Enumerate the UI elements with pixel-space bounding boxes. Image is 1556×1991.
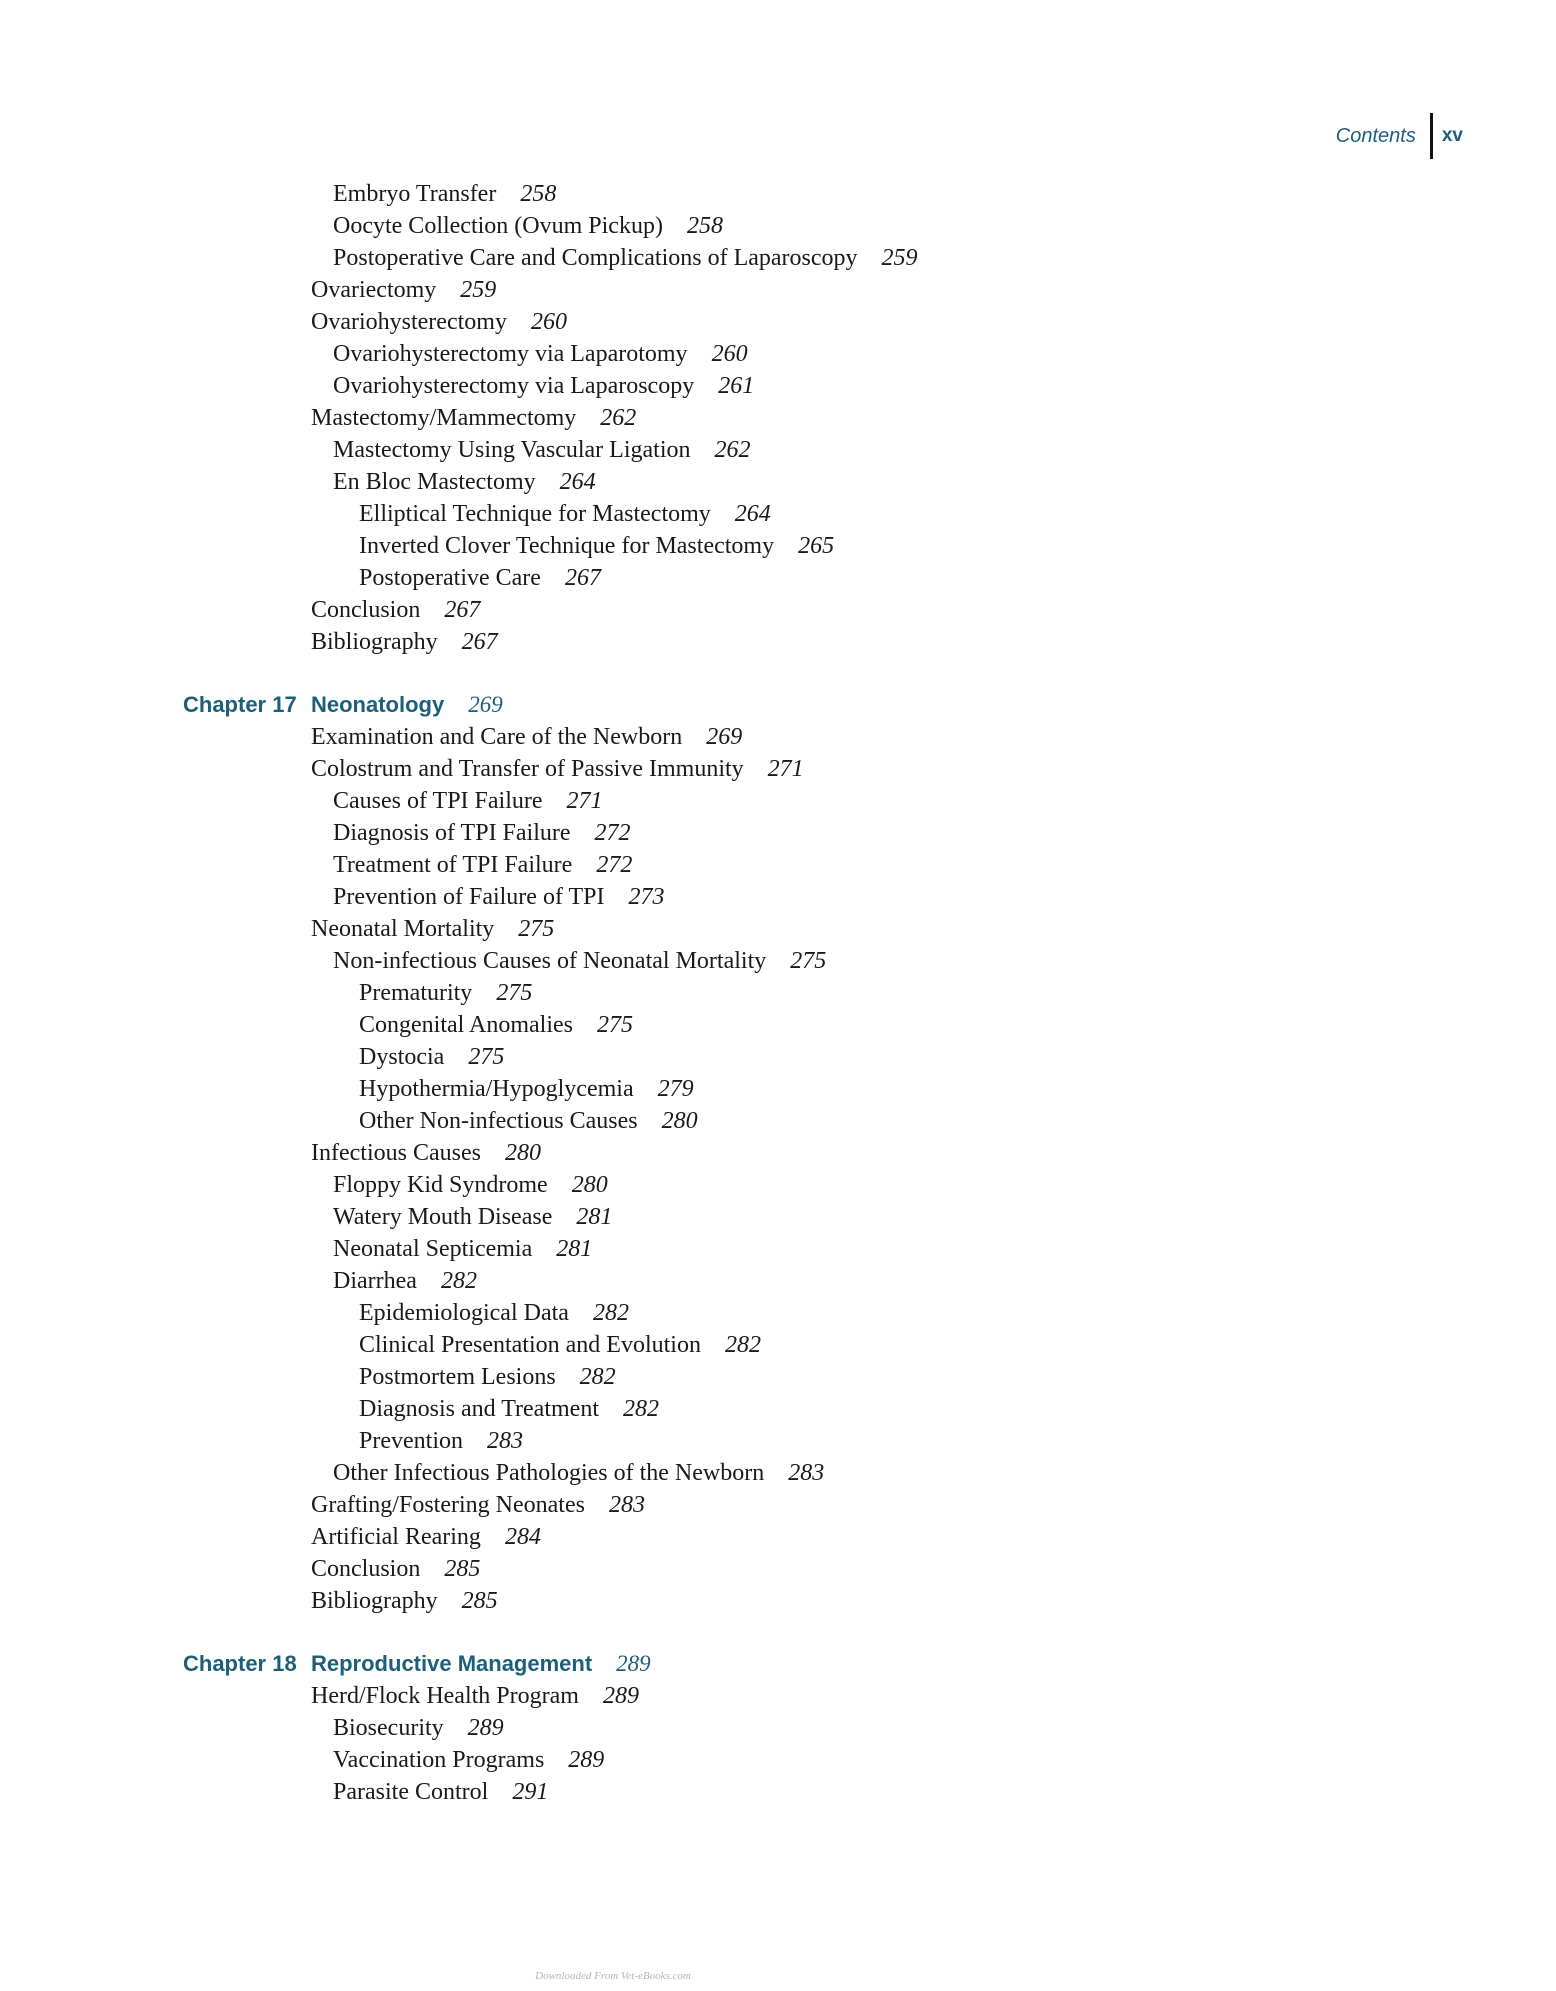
toc-entry[interactable] (0, 1425, 1556, 1457)
toc-entry-page-number: 282 (579, 1364, 616, 1390)
chapter-title-text: Reproductive Management (311, 1651, 593, 1676)
toc-entry[interactable] (0, 1201, 1556, 1233)
toc-entry-title: Ovariohysterectomy via Laparoscopy (333, 373, 695, 399)
toc-entry-title: Elliptical Technique for Mastectomy (359, 501, 711, 527)
toc-entry-title: Bibliography (311, 629, 438, 655)
toc-entry[interactable] (0, 913, 1556, 945)
toc-entry[interactable] (0, 1041, 1556, 1073)
toc-entry-title: Inverted Clover Technique for Mastectomy (359, 533, 775, 559)
toc-entry[interactable] (0, 1361, 1556, 1393)
toc-entry[interactable] (0, 1521, 1556, 1553)
chapter-18-entries (0, 1680, 1556, 1808)
toc-entry-page-number: 291 (512, 1779, 549, 1805)
toc-entry-title: Diarrhea (333, 1268, 417, 1294)
toc-entry[interactable] (0, 721, 1556, 753)
chapter-17-heading[interactable] (0, 689, 1556, 721)
toc-entry[interactable] (0, 1712, 1556, 1744)
running-head-page-number: xv (1441, 125, 1463, 146)
toc-entry-title: Prevention of Failure of TPI (333, 884, 605, 910)
toc-entry-page-number: 289 (467, 1715, 504, 1741)
toc-entry-title: Causes of TPI Failure (333, 788, 543, 814)
toc-entry-page-number: 271 (767, 756, 804, 782)
toc-entry-title: Neonatal Septicemia (333, 1236, 533, 1262)
toc-entry[interactable] (0, 562, 1556, 594)
toc-entry-title: Ovariohysterectomy via Laparotomy (333, 341, 688, 367)
toc-entry[interactable] (0, 1073, 1556, 1105)
toc-entry-title: Mastectomy Using Vascular Ligation (333, 437, 691, 463)
toc-entry-title: Bibliography (311, 1588, 438, 1614)
toc-entry-page-number: 283 (608, 1492, 645, 1518)
toc-entry[interactable] (0, 945, 1556, 977)
toc-entry-page-number: 260 (530, 309, 567, 335)
toc-entry-page-number: 275 (790, 948, 827, 974)
toc-entry[interactable] (0, 594, 1556, 626)
toc-entry-title: Colostrum and Transfer of Passive Immunity (311, 756, 744, 782)
chapter-page-number: 269 (468, 692, 503, 717)
toc-entry[interactable] (0, 881, 1556, 913)
toc-entry[interactable] (0, 753, 1556, 785)
toc-entry[interactable] (0, 977, 1556, 1009)
toc-entry-title: Epidemiological Data (359, 1300, 569, 1326)
toc-entry[interactable] (0, 1009, 1556, 1041)
toc-entry[interactable] (0, 817, 1556, 849)
toc-entry-title: Examination and Care of the Newborn (311, 724, 683, 750)
toc-entry-title: Ovariohysterectomy (311, 309, 507, 335)
toc-entry-title: Grafting/Fostering Neonates (311, 1492, 585, 1518)
toc-entry[interactable] (0, 1680, 1556, 1712)
toc-entry-title: Parasite Control (333, 1779, 489, 1805)
toc-entry-page-number: 282 (623, 1396, 659, 1422)
toc-entry-page-number: 280 (571, 1172, 608, 1198)
toc-entry-page-number: 267 (444, 597, 481, 623)
toc-entry-title: Prematurity (359, 980, 473, 1006)
running-head-section: Contents (1335, 124, 1416, 147)
toc-entry-page-number: 267 (461, 629, 498, 655)
toc-entry-title: Infectious Causes (311, 1140, 481, 1166)
toc-entry-page-number: 258 (520, 181, 557, 207)
chapter-18-heading[interactable] (0, 1648, 1556, 1680)
toc-entry[interactable] (0, 849, 1556, 881)
toc-entry[interactable] (0, 306, 1556, 338)
toc-entry-page-number: 275 (496, 980, 533, 1006)
toc-entry-title: Artificial Rearing (311, 1524, 481, 1550)
toc-entry[interactable] (0, 626, 1556, 658)
toc-entry-title: Floppy Kid Syndrome (333, 1172, 548, 1198)
toc-entry[interactable] (0, 178, 1556, 210)
toc-entry-title: En Bloc Mastectomy (333, 469, 536, 495)
chapter-17-entries (0, 721, 1556, 1617)
toc-entry-title: Neonatal Mortality (311, 916, 495, 942)
toc-entry[interactable] (0, 498, 1556, 530)
toc-entry-title: Non-infectious Causes of Neonatal Mortality (333, 948, 767, 974)
toc-entry-title: Vaccination Programs (333, 1747, 545, 1773)
toc-entry[interactable] (0, 1553, 1556, 1585)
toc-entry-title: Watery Mouth Disease (333, 1204, 553, 1230)
toc-entry-page-number: 280 (661, 1108, 698, 1134)
toc-entry-title: Conclusion (311, 597, 421, 623)
toc-entry-page-number: 289 (568, 1747, 605, 1773)
toc-entry[interactable] (0, 1457, 1556, 1489)
toc-entry-page-number: 272 (594, 820, 631, 846)
toc-entry-title: Postmortem Lesions (359, 1364, 556, 1390)
toc-entry[interactable] (0, 338, 1556, 370)
toc-entry[interactable] (0, 530, 1556, 562)
toc-entry-page-number: 264 (734, 501, 771, 527)
toc-entry-page-number: 262 (600, 405, 637, 431)
toc-entry-page-number: 281 (556, 1236, 593, 1262)
toc-entry[interactable] (0, 1585, 1556, 1617)
toc-entry-page-number: 285 (444, 1556, 481, 1582)
toc-entry-page-number: 275 (518, 916, 555, 942)
toc-entry-page-number: 289 (602, 1683, 639, 1709)
toc-entry[interactable] (0, 466, 1556, 498)
toc-entry-title: Embryo Transfer (333, 181, 497, 207)
toc-entry-page-number: 265 (798, 533, 835, 559)
toc-entry-title: Dystocia (359, 1044, 445, 1070)
toc-entry-title: Diagnosis of TPI Failure (333, 820, 571, 846)
toc-entry-title: Mastectomy/Mammectomy (311, 405, 577, 431)
toc-entry-title: Postoperative Care and Complications of Laparoscopy (333, 245, 858, 271)
chapter-number: Chapter 18 (183, 1651, 297, 1676)
toc-entry-page-number: 259 (881, 245, 918, 271)
toc-entry-title: Other Infectious Pathologies of the Newborn (333, 1460, 765, 1486)
toc-entry-page-number: 275 (468, 1044, 505, 1070)
toc-entry-title: Congenital Anomalies (359, 1012, 573, 1038)
toc-entry-title: Biosecurity (333, 1715, 444, 1741)
toc-entry-title: Treatment of TPI Failure (333, 852, 573, 878)
toc-entry[interactable] (0, 210, 1556, 242)
toc-entry-title: Ovariectomy (311, 277, 437, 303)
toc-entry[interactable] (0, 1233, 1556, 1265)
footer-watermark: Downloaded From Vet-eBooks.com (535, 1970, 691, 1982)
toc-entry-title: Conclusion (311, 1556, 421, 1582)
toc-entry[interactable] (0, 434, 1556, 466)
toc-entry-page-number: 259 (460, 277, 497, 303)
toc-entry-title: Oocyte Collection (Ovum Pickup) (333, 213, 663, 239)
toc-entry-page-number: 282 (592, 1300, 629, 1326)
chapter-number: Chapter 17 (183, 692, 297, 717)
toc-entry-page-number: 267 (564, 565, 601, 591)
toc-entry-page-number: 285 (461, 1588, 498, 1614)
toc-entry-page-number: 280 (504, 1140, 541, 1166)
toc-entry-title: Prevention (359, 1428, 463, 1454)
toc-entry[interactable] (0, 1329, 1556, 1361)
toc-entry-page-number: 261 (718, 373, 755, 399)
toc-entry[interactable] (0, 1744, 1556, 1776)
toc-entry[interactable] (0, 1105, 1556, 1137)
toc-entry[interactable] (0, 242, 1556, 274)
toc-entry-title: Other Non-infectious Causes (359, 1108, 638, 1134)
toc-entry-page-number: 282 (440, 1268, 477, 1294)
toc-entry[interactable] (0, 370, 1556, 402)
continued-entries (0, 178, 1556, 658)
toc-entry-page-number: 273 (628, 884, 665, 910)
chapter-page-number: 289 (616, 1651, 651, 1676)
table-of-contents (0, 178, 1556, 1808)
toc-entry[interactable] (0, 402, 1556, 434)
toc-entry-title: Hypothermia/Hypoglycemia (359, 1076, 634, 1102)
chapter-title-text: Neonatology (311, 692, 445, 717)
toc-entry[interactable] (0, 1169, 1556, 1201)
toc-entry-page-number: 258 (686, 213, 723, 239)
toc-entry-page-number: 283 (788, 1460, 825, 1486)
toc-entry[interactable] (0, 274, 1556, 306)
toc-entry-page-number: 275 (596, 1012, 633, 1038)
toc-entry-page-number: 281 (576, 1204, 613, 1230)
toc-entry-title: Herd/Flock Health Program (311, 1683, 579, 1709)
toc-entry-page-number: 271 (566, 788, 603, 814)
toc-entry-page-number: 272 (596, 852, 633, 878)
toc-entry[interactable] (0, 1489, 1556, 1521)
toc-entry-page-number: 260 (711, 341, 748, 367)
toc-entry-page-number: 269 (706, 724, 743, 750)
chapter-title (311, 1648, 651, 1680)
toc-entry-page-number: 262 (714, 437, 751, 463)
chapter-title (311, 689, 503, 721)
toc-entry-title: Diagnosis and Treatment (359, 1396, 599, 1422)
toc-entry[interactable] (0, 785, 1556, 817)
toc-entry[interactable] (0, 1393, 1556, 1425)
toc-entry-page-number: 284 (504, 1524, 541, 1550)
toc-entry-page-number: 264 (559, 469, 596, 495)
toc-entry-title: Postoperative Care (359, 565, 541, 591)
toc-entry-page-number: 283 (486, 1428, 523, 1454)
toc-entry-page-number: 279 (657, 1076, 694, 1102)
running-head (1336, 112, 1463, 160)
toc-entry[interactable] (0, 1776, 1556, 1808)
toc-entry[interactable] (0, 1137, 1556, 1169)
toc-entry[interactable] (0, 1297, 1556, 1329)
toc-entry-title: Clinical Presentation and Evolution (359, 1332, 701, 1358)
toc-entry-page-number: 282 (724, 1332, 761, 1358)
toc-entry[interactable] (0, 1265, 1556, 1297)
